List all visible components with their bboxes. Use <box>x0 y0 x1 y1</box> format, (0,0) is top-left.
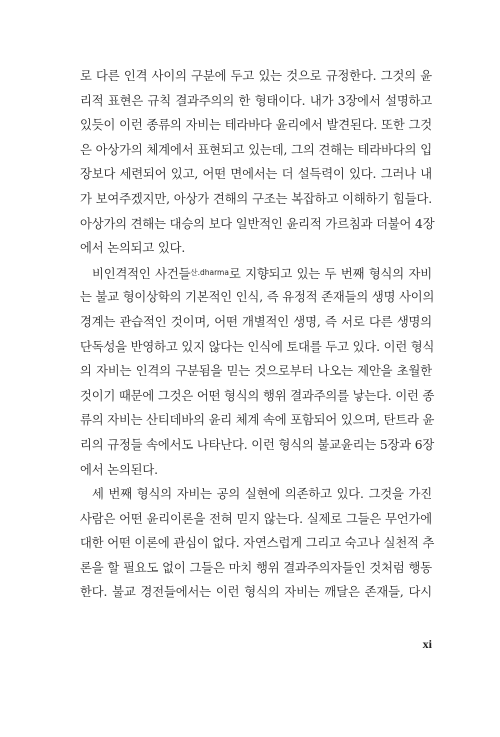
page-number: xi <box>422 637 432 651</box>
text-line-with-gloss <box>80 261 432 286</box>
sanskrit-gloss: 산.dharma <box>190 267 229 277</box>
text-line: 아상가의 견해는 대승의 보다 일반적인 윤리적 가르침과 더불어 4장 <box>80 216 435 231</box>
text-line: 로 다른 인격 사이의 구분에 두고 있는 것으로 규정한다. 그것의 윤 <box>80 69 432 83</box>
text-span: 비인격적인 사건들 <box>92 266 191 281</box>
text-line: 에서 논의된다. <box>80 462 158 477</box>
text-line: 가 보여주겠지만, 아상가 견해의 구조는 복잡하고 이해하기 힘들다. <box>80 191 432 206</box>
text-line: 단독성을 반영하고 있지 않다는 인식에 토대를 두고 있다. 이런 형식 <box>80 339 435 354</box>
text-line: 의 자비는 인격의 구분됨을 믿는 것으로부터 나오는 제안을 초월한 <box>80 364 432 379</box>
text-line: 은 아상가의 체계에서 표현되고 있는데, 그의 견해는 테라바다의 입 <box>80 142 432 157</box>
text-line: 리적 표현은 규칙 결과주의의 한 형태이다. 내가 3장에서 설명하고 <box>80 93 432 108</box>
text-line: 류의 자비는 산티데바의 윤리 체계 속에 포함되어 있으며, 탄트라 윤 <box>80 413 435 428</box>
text-line: 세 번째 형식의 자비는 공의 실현에 의존하고 있다. 그것을 가진 <box>92 487 432 502</box>
text-line: 리의 규정들 속에서도 나타난다. 이런 형식의 불교윤리는 5장과 6장 <box>80 437 435 452</box>
text-line: 한다. 불교 경전들에서는 이런 형식의 자비는 깨달은 존재들, 다시 <box>80 585 432 600</box>
text-line: 것이기 때문에 그것은 어떤 형식의 행위 결과주의를 낳는다. 이런 종 <box>80 388 435 403</box>
text-line: 대한 어떤 이론에 관심이 없다. 자연스럽게 그리고 숙고나 실천적 추 <box>80 536 435 551</box>
text-line: 론을 할 필요도 없이 그들은 마치 행위 결과주의자들인 것처럼 행동 <box>80 560 432 575</box>
body-text <box>80 64 435 605</box>
text-line: 는 불교 형이상학의 기본적인 인식, 즉 유정적 존재들의 생명 사이의 <box>80 290 435 305</box>
text-line: 장보다 세련되어 있고, 어떤 면에서는 더 설득력이 있다. 그러나 내 <box>80 167 432 182</box>
text-line: 있듯이 이런 종류의 자비는 테라바다 윤리에서 발견된다. 또한 그것 <box>80 118 432 133</box>
text-line: 에서 논의되고 있다. <box>80 241 186 256</box>
text-line: 사람은 어떤 윤리이론을 전혀 믿지 않는다. 실제로 그들은 무언가에 <box>80 511 432 526</box>
text-span: 로 지향되고 있는 두 번째 형식의 자비 <box>228 266 432 281</box>
text-line: 경계는 관습적인 것이며, 어떤 개별적인 생명, 즉 서로 다른 생명의 <box>80 314 432 329</box>
